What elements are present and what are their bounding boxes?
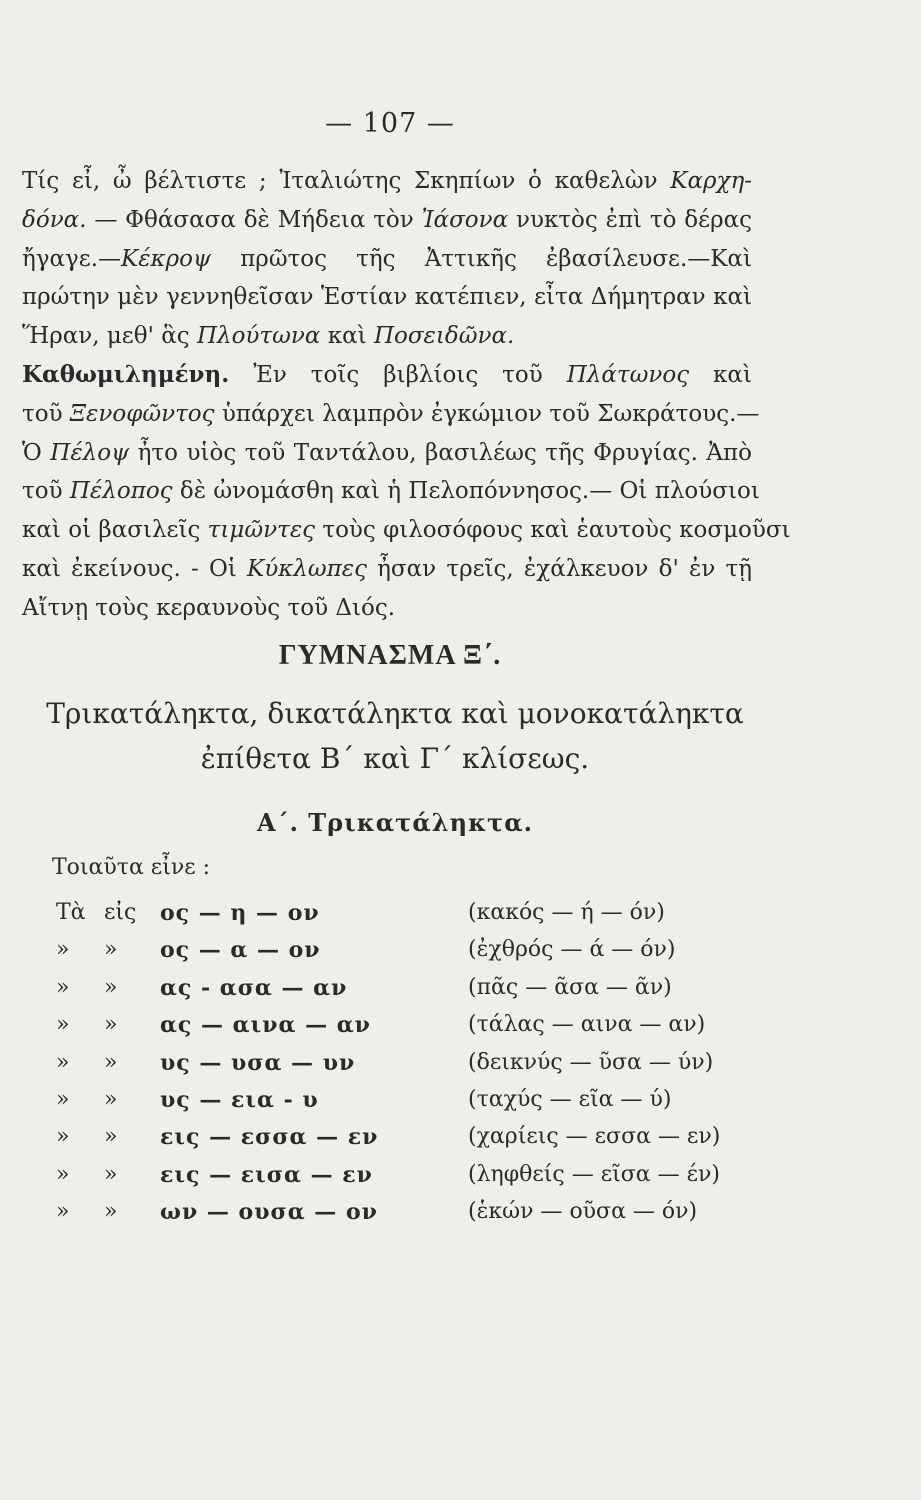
row-preposition: » (104, 974, 118, 1000)
paragraph-line (22, 356, 752, 395)
paragraph-line (22, 550, 752, 589)
row-prefix: » (56, 1199, 70, 1225)
table-row (56, 1162, 736, 1198)
text-run: νυκτὸς ἐπὶ τὸ δέρας (508, 206, 752, 233)
row-prefix: Τὰ (56, 900, 86, 925)
paragraph-line (22, 434, 752, 473)
row-prefix: » (56, 1087, 70, 1112)
row-preposition: » (104, 1012, 118, 1038)
italic-term: Πλάτωνος (566, 361, 690, 388)
paragraph-line (22, 317, 752, 356)
example-word: (ἐχθρός — ά — όν) (468, 937, 676, 963)
italic-term: Κέκροψ (121, 245, 212, 272)
example-word: (ἑκών — οῦσα — όν) (468, 1199, 698, 1225)
table-row (56, 1199, 736, 1235)
row-prefix: » (56, 1124, 70, 1150)
subtitle-line-2: ἐπίθετα Β΄ καὶ Γ΄ κλίσεως. (200, 742, 590, 775)
text-run: τοὺς φιλοσόφους καὶ ἑαυτοὺς κοσμοῦσι (315, 517, 791, 544)
italic-term: Καρχη- (670, 168, 752, 194)
text-run: καὶ (689, 361, 752, 388)
row-preposition: εἰς (104, 900, 137, 925)
table-row (56, 1087, 736, 1123)
paragraph-line (22, 240, 752, 279)
row-preposition: » (104, 1199, 118, 1225)
paragraph-line (22, 162, 752, 201)
text-run: Αἴτνῃ τοὺς κεραυνοὺς τοῦ Διός. (22, 594, 396, 621)
italic-term: Κύκλωπες (247, 555, 367, 582)
text-run: καὶ (320, 323, 374, 350)
paragraph-line (22, 511, 791, 550)
table-row (56, 975, 736, 1011)
italic-term: Πέλοψ (50, 439, 130, 466)
text-run: ἤγαγε.— (22, 245, 122, 272)
row-preposition: » (104, 1049, 118, 1075)
text-run: ἦσαν τρεῖς, ἐχάλκευον δ' ἐν τῇ (366, 555, 752, 582)
italic-term: Πέλοπος (69, 478, 173, 505)
text-run: δὲ ὠνομάσθη καὶ ἡ Πελοπόννησος.— Οἱ πλούσιοι (172, 478, 760, 505)
italic-term: Πλούτωνα (196, 323, 321, 350)
example-word: (ληφθείς — εῖσα — έν) (468, 1161, 720, 1187)
text-run: Ἐν τοῖς βιβλίοις τοῦ (229, 361, 567, 388)
exercise-paragraph (22, 162, 791, 628)
row-preposition: » (104, 1087, 118, 1112)
italic-term: Ξενοφῶντος (69, 400, 215, 427)
example-word: (πᾶς — ᾶσα — ᾶν) (468, 974, 672, 1000)
text-run: ἦτο υἱὸς τοῦ Ταντάλου, βασιλέως τῆς Φρυγίας. Ἀπὸ (129, 439, 753, 466)
text-run: τοῦ (22, 400, 70, 427)
ending-pattern: εις — εισα — εν (160, 1161, 373, 1188)
paragraph-line (22, 395, 760, 434)
ending-pattern: ων — ουσα — ον (160, 1199, 378, 1226)
page-number: — 107 — (325, 108, 455, 139)
text-run: καὶ ἐκείνους. - Οἱ (22, 555, 248, 582)
row-prefix: » (56, 1161, 70, 1187)
text-run: τοῦ (22, 478, 70, 505)
row-prefix: » (56, 1012, 70, 1038)
example-word: (χαρίεις — εσσα — εν) (468, 1124, 721, 1150)
text-run: πρῶτος τῆς Ἀττικῆς ἐβασίλευσε.—Καὶ (211, 245, 752, 272)
example-word: (κακός — ή — όν) (468, 900, 665, 925)
table-row (56, 937, 736, 973)
text-run: ὑπάρχει λαμπρὸν ἐγκώμιον τοῦ Σωκράτους.— (214, 400, 760, 427)
paragraph-line (22, 278, 752, 317)
ending-pattern: εις — εσσα — εν (160, 1124, 379, 1151)
text-run: πρώτην μὲν γεννηθεῖσαν Ἑστίαν κατέπιεν, εἶτα Δήμητραν καὶ (22, 284, 752, 311)
row-prefix: » (56, 937, 70, 963)
ending-pattern: ας — αινα — αν (160, 1012, 371, 1039)
paragraph-line (22, 201, 752, 240)
bold-term: Καθωμιλημένη. (22, 360, 230, 388)
exercise-heading: ΓΥΜΝΑΣΜΑ Ξ΄. (278, 640, 502, 671)
text-run: Τίς εἶ, ὦ βέλτιστε ; Ἰταλιώτης Σκηπίων ὁ καθελὼν (22, 168, 671, 194)
table-row (56, 1012, 736, 1048)
italic-term: Ποσειδῶνα. (373, 323, 515, 350)
row-preposition: » (104, 1124, 118, 1150)
paragraph-line (22, 472, 760, 511)
text-run: καὶ οἱ βασιλεῖς (22, 517, 208, 544)
text-run: Ὁ (22, 439, 51, 466)
row-prefix: » (56, 1049, 70, 1075)
example-word: (τάλας — αινα — αν) (468, 1012, 706, 1038)
intro-text: Τοιαῦτα εἶνε : (52, 855, 210, 880)
example-word: (ταχύς — εῖα — ύ) (468, 1087, 672, 1112)
paragraph-line (22, 589, 752, 628)
row-prefix: » (56, 974, 70, 1000)
ending-pattern: υς — υσα — υν (160, 1049, 356, 1076)
italic-term: δόνα. (22, 206, 87, 233)
ending-pattern: ος — η — ον (160, 900, 320, 926)
italic-term: τιμῶντες (207, 517, 316, 544)
section-title: Α΄. Τρικατάληκτα. (256, 808, 534, 837)
text-run: Ἥραν, μεθ' ἃς (22, 323, 197, 350)
example-word: (δεικνύς — ῦσα — ύν) (468, 1049, 714, 1075)
ending-pattern: υς — εια - υ (160, 1087, 319, 1113)
row-preposition: » (104, 1161, 118, 1187)
text-run: — Φθάσασα δὲ Μήδεια τὸν (86, 206, 422, 233)
subtitle-line-1: Τρικατάληκτα, δικατάληκτα καὶ μονοκατάληκτα (46, 697, 744, 730)
italic-term: Ἰάσονα (421, 206, 509, 233)
table-row (56, 900, 736, 936)
row-preposition: » (104, 937, 118, 963)
table-row (56, 1050, 736, 1086)
ending-pattern: ας - ασα — αν (160, 974, 348, 1001)
table-row (56, 1124, 736, 1160)
ending-pattern: ος — α — ον (160, 937, 321, 964)
